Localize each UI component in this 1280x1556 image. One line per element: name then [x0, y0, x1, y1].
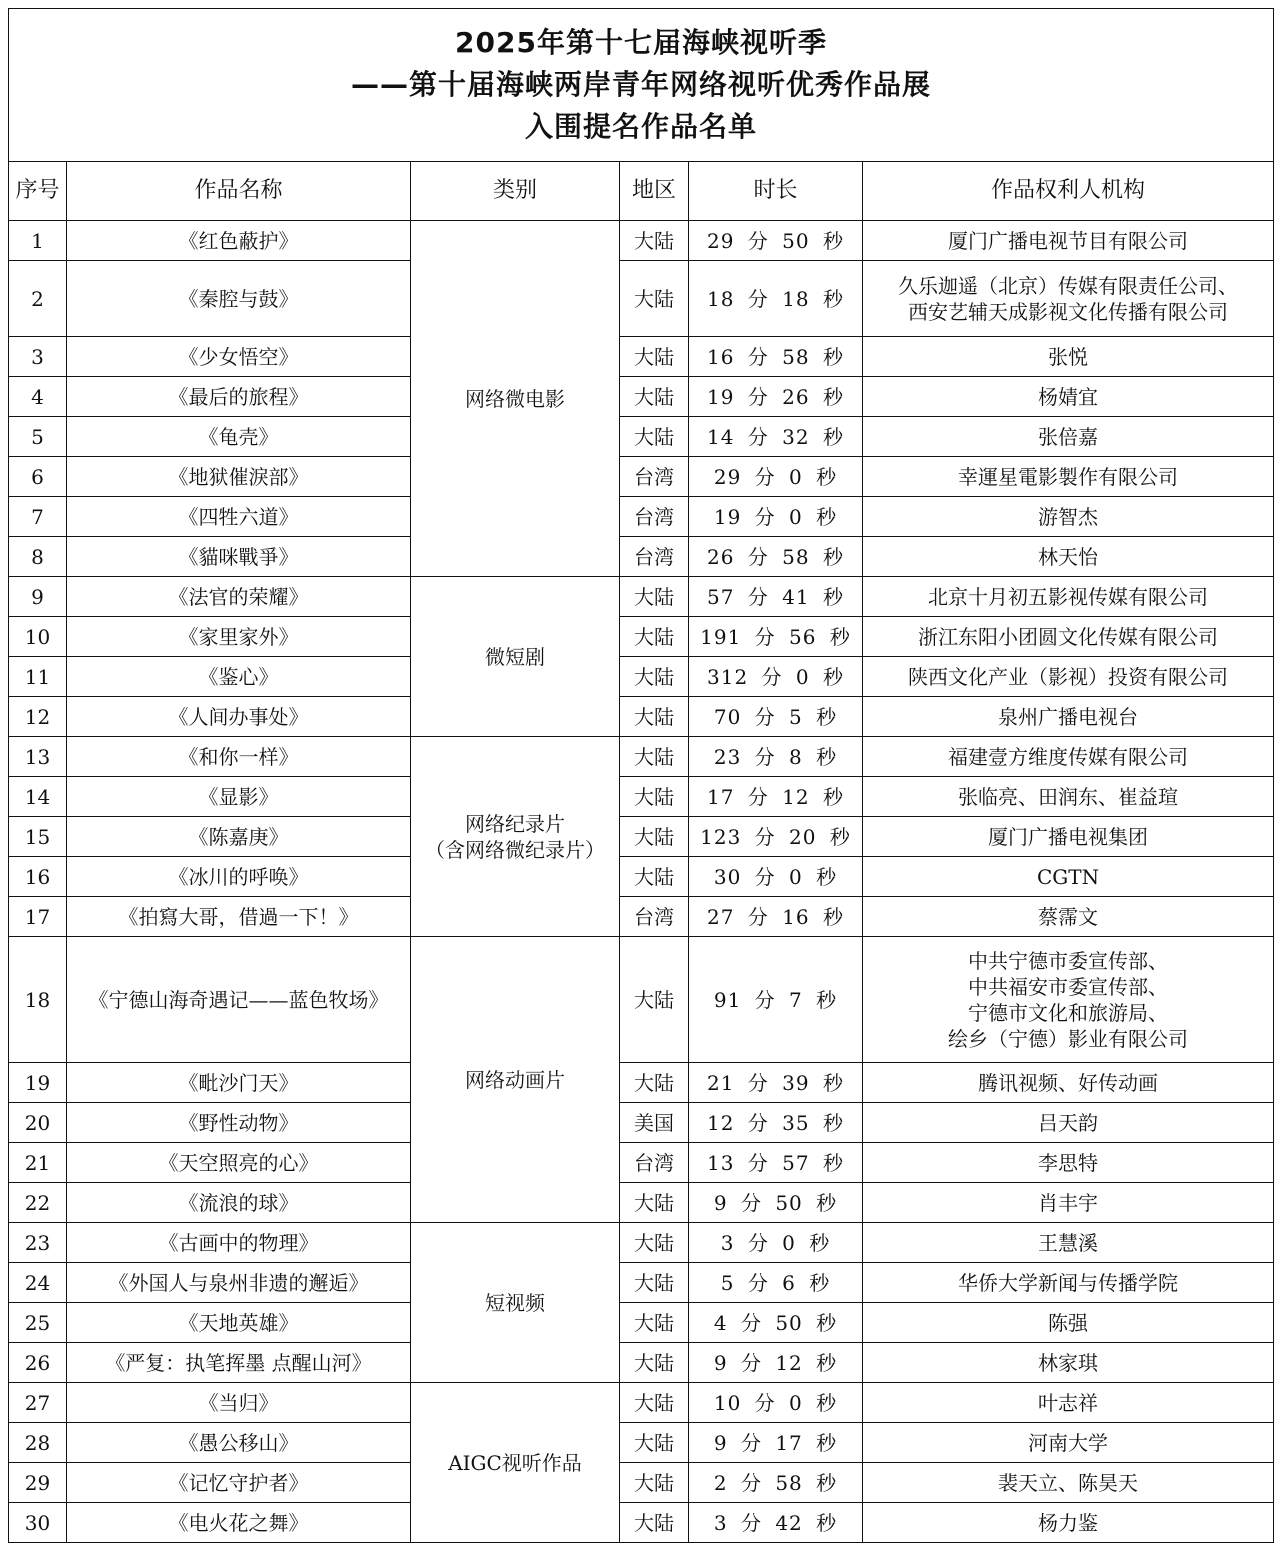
rights-holder: [863, 937, 1274, 1063]
rights-holder-line: 肖丰宇: [1038, 1190, 1099, 1215]
work-title: 《外国人与泉州非遗的邂逅》: [67, 1263, 411, 1303]
work-title: 《毗沙门天》: [67, 1063, 411, 1103]
duration: 9 分 17 秒: [689, 1423, 863, 1463]
region: 台湾: [620, 1143, 689, 1183]
region: 大陆: [620, 261, 689, 337]
rights-holder-line: 游智杰: [1038, 504, 1099, 529]
duration: 21 分 39 秒: [689, 1063, 863, 1103]
work-title: 《天空照亮的心》: [67, 1143, 411, 1183]
region: 大陆: [620, 1303, 689, 1343]
rights-holder-line: 杨力鉴: [1038, 1510, 1099, 1535]
rights-holder-line: 幸運星電影製作有限公司: [958, 464, 1179, 489]
duration: 312 分 0 秒: [689, 657, 863, 697]
category-cell: [411, 1223, 620, 1383]
row-number: 20: [9, 1103, 67, 1143]
table-row: [9, 1143, 1274, 1183]
rights-holder-line: 浙江东阳小团圆文化传媒有限公司: [918, 624, 1219, 649]
work-title: 《记忆守护者》: [67, 1463, 411, 1503]
work-title: 《最后的旅程》: [67, 377, 411, 417]
col-header-title: 作品名称: [67, 162, 411, 221]
region: 台湾: [620, 497, 689, 537]
row-number: 4: [9, 377, 67, 417]
rights-holder-line: 中共福安市委宣传部、: [968, 974, 1169, 999]
rights-holder-line: 厦门广播电视节目有限公司: [948, 228, 1189, 253]
work-title: 《野性动物》: [67, 1103, 411, 1143]
duration: 29 分 0 秒: [689, 457, 863, 497]
table-row: [9, 617, 1274, 657]
row-number: 1: [9, 221, 67, 261]
rights-holder: [863, 577, 1274, 617]
table-row: [9, 1223, 1274, 1263]
table-row: [9, 1423, 1274, 1463]
rights-holder: [863, 737, 1274, 777]
region: 大陆: [620, 817, 689, 857]
rights-holder-line: 裴天立、陈昊天: [998, 1470, 1139, 1495]
rights-holder-line: 王慧溪: [1038, 1230, 1099, 1255]
work-title: 《龟壳》: [67, 417, 411, 457]
work-title: 《陈嘉庚》: [67, 817, 411, 857]
duration: 9 分 12 秒: [689, 1343, 863, 1383]
row-number: 28: [9, 1423, 67, 1463]
duration: 91 分 7 秒: [689, 937, 863, 1063]
duration: 57 分 41 秒: [689, 577, 863, 617]
rights-holder-line: 陈强: [1048, 1310, 1089, 1335]
table-row: [9, 697, 1274, 737]
row-number: 21: [9, 1143, 67, 1183]
rights-holder: [863, 817, 1274, 857]
region: 大陆: [620, 337, 689, 377]
duration: 19 分 26 秒: [689, 377, 863, 417]
rights-holder: [863, 1423, 1274, 1463]
row-number: 9: [9, 577, 67, 617]
rights-holder-line: 张倍嘉: [1038, 424, 1099, 449]
row-number: 2: [9, 261, 67, 337]
work-title: 《当归》: [67, 1383, 411, 1423]
row-number: 25: [9, 1303, 67, 1343]
duration: 14 分 32 秒: [689, 417, 863, 457]
rights-holder: [863, 457, 1274, 497]
work-title: 《秦腔与鼓》: [67, 261, 411, 337]
col-header-duration: 时长: [689, 162, 863, 221]
nomination-table: [8, 8, 1274, 1543]
region: 台湾: [620, 897, 689, 937]
region: 大陆: [620, 737, 689, 777]
work-title: 《鉴心》: [67, 657, 411, 697]
region: 美国: [620, 1103, 689, 1143]
region: 大陆: [620, 1343, 689, 1383]
work-title: 《地狱催淚部》: [67, 457, 411, 497]
row-number: 8: [9, 537, 67, 577]
rights-holder-line: 腾讯视频、好传动画: [978, 1070, 1159, 1095]
duration: 3 分 0 秒: [689, 1223, 863, 1263]
rights-holder: [863, 1183, 1274, 1223]
row-number: 19: [9, 1063, 67, 1103]
rights-holder-line: 张临亮、田润东、崔益瑄: [958, 784, 1179, 809]
rights-holder-line: 蔡霈文: [1038, 904, 1099, 929]
rights-holder: [863, 1223, 1274, 1263]
rights-holder-line: 张悦: [1048, 344, 1089, 369]
document-title: [9, 9, 1274, 162]
work-title: 《四牲六道》: [67, 497, 411, 537]
row-number: 27: [9, 1383, 67, 1423]
duration: 12 分 35 秒: [689, 1103, 863, 1143]
rights-holder: [863, 1503, 1274, 1543]
work-title: 《红色蔽护》: [67, 221, 411, 261]
duration: 13 分 57 秒: [689, 1143, 863, 1183]
region: 大陆: [620, 1263, 689, 1303]
rights-holder-line: 绘乡（宁德）影业有限公司: [948, 1026, 1189, 1051]
work-title: 《显影》: [67, 777, 411, 817]
table-row: [9, 817, 1274, 857]
rights-holder: [863, 777, 1274, 817]
title-line-3: 入围提名作品名单: [525, 110, 758, 143]
table-row: [9, 337, 1274, 377]
rights-holder: [863, 1063, 1274, 1103]
region: 台湾: [620, 537, 689, 577]
category-label: 网络微电影: [465, 386, 565, 411]
work-title: 《家里家外》: [67, 617, 411, 657]
row-number: 5: [9, 417, 67, 457]
rights-holder: [863, 657, 1274, 697]
work-title: 《貓咪戰爭》: [67, 537, 411, 577]
row-number: 11: [9, 657, 67, 697]
rights-holder-line: 宁德市文化和旅游局、: [968, 1000, 1169, 1025]
rights-holder: [863, 857, 1274, 897]
rights-holder: [863, 377, 1274, 417]
row-number: 24: [9, 1263, 67, 1303]
work-title: 《法官的荣耀》: [67, 577, 411, 617]
duration: 4 分 50 秒: [689, 1303, 863, 1343]
table-row: [9, 377, 1274, 417]
region: 大陆: [620, 777, 689, 817]
table-row: [9, 777, 1274, 817]
work-title: 《少女悟空》: [67, 337, 411, 377]
category-label: 微短剧: [485, 644, 545, 669]
col-header-number: 序号: [9, 162, 67, 221]
region: 大陆: [620, 1423, 689, 1463]
rights-holder-line: 厦门广播电视集团: [988, 824, 1149, 849]
region: 大陆: [620, 377, 689, 417]
row-number: 17: [9, 897, 67, 937]
row-number: 22: [9, 1183, 67, 1223]
region: 大陆: [620, 1463, 689, 1503]
row-number: 3: [9, 337, 67, 377]
rights-holder-line: CGTN: [1036, 864, 1100, 889]
rights-holder: [863, 537, 1274, 577]
work-title: 《宁德山海奇遇记——蓝色牧场》: [67, 937, 411, 1063]
table-row: [9, 937, 1274, 1063]
row-number: 30: [9, 1503, 67, 1543]
col-header-category: 类别: [411, 162, 620, 221]
work-title: 《流浪的球》: [67, 1183, 411, 1223]
table-row: [9, 497, 1274, 537]
rights-holder: [863, 1103, 1274, 1143]
rights-holder-line: 中共宁德市委宣传部、: [968, 948, 1169, 973]
duration: 3 分 42 秒: [689, 1503, 863, 1543]
table-row: [9, 417, 1274, 457]
work-title: 《愚公移山》: [67, 1423, 411, 1463]
work-title: 《天地英雄》: [67, 1303, 411, 1343]
duration: 30 分 0 秒: [689, 857, 863, 897]
rights-holder: [863, 697, 1274, 737]
region: 大陆: [620, 1183, 689, 1223]
table-row: [9, 537, 1274, 577]
category-cell: [411, 937, 620, 1223]
table-row: [9, 657, 1274, 697]
work-title: 《拍寫大哥，借過一下！》: [67, 897, 411, 937]
rights-holder-line: 泉州广播电视台: [998, 704, 1139, 729]
rights-holder-line: 林家琪: [1038, 1350, 1099, 1375]
rights-holder: [863, 897, 1274, 937]
rights-holder: [863, 1463, 1274, 1503]
duration: 26 分 58 秒: [689, 537, 863, 577]
work-title: 《严复：执笔挥墨 点醒山河》: [67, 1343, 411, 1383]
row-number: 26: [9, 1343, 67, 1383]
duration: 17 分 12 秒: [689, 777, 863, 817]
nomination-document: [8, 8, 1273, 1543]
rights-holder: [863, 261, 1274, 337]
rights-holder-line: 福建壹方维度传媒有限公司: [948, 744, 1189, 769]
rights-holder-line: 河南大学: [1028, 1430, 1109, 1455]
category-sublabel: （含网络微纪录片）: [425, 837, 605, 862]
rights-holder-line: 华侨大学新闻与传播学院: [958, 1270, 1179, 1295]
work-title: 《人间办事处》: [67, 697, 411, 737]
region: 大陆: [620, 1503, 689, 1543]
row-number: 12: [9, 697, 67, 737]
work-title: 《和你一样》: [67, 737, 411, 777]
duration: 123 分 20 秒: [689, 817, 863, 857]
table-row: [9, 457, 1274, 497]
title-line-1: 2025年第十七届海峡视听季: [455, 26, 827, 59]
row-number: 6: [9, 457, 67, 497]
duration: 27 分 16 秒: [689, 897, 863, 937]
title-line-2: ——第十届海峡两岸青年网络视听优秀作品展: [351, 68, 932, 101]
duration: 10 分 0 秒: [689, 1383, 863, 1423]
duration: 191 分 56 秒: [689, 617, 863, 657]
row-number: 10: [9, 617, 67, 657]
rights-holder-line: 西安艺辅天成影视文化传播有限公司: [908, 299, 1229, 324]
duration: 29 分 50 秒: [689, 221, 863, 261]
work-title: 《古画中的物理》: [67, 1223, 411, 1263]
table-row: [9, 1103, 1274, 1143]
rights-holder: [863, 1263, 1274, 1303]
table-row: [9, 1343, 1274, 1383]
work-title: 《冰川的呼唤》: [67, 857, 411, 897]
rights-holder: [863, 1343, 1274, 1383]
rights-holder-line: 杨婧宜: [1038, 384, 1099, 409]
region: 大陆: [620, 937, 689, 1063]
region: 大陆: [620, 221, 689, 261]
table-row: [9, 1383, 1274, 1423]
category-cell: [411, 577, 620, 737]
row-number: 14: [9, 777, 67, 817]
row-number: 15: [9, 817, 67, 857]
rights-holder: [863, 1383, 1274, 1423]
row-number: 13: [9, 737, 67, 777]
rights-holder: [863, 1143, 1274, 1183]
rights-holder-line: 叶志祥: [1038, 1390, 1099, 1415]
duration: 5 分 6 秒: [689, 1263, 863, 1303]
duration: 2 分 58 秒: [689, 1463, 863, 1503]
region: 大陆: [620, 1223, 689, 1263]
row-number: 29: [9, 1463, 67, 1503]
table-row: [9, 1463, 1274, 1503]
header-row: [9, 162, 1274, 221]
rights-holder: [863, 497, 1274, 537]
duration: 16 分 58 秒: [689, 337, 863, 377]
region: 大陆: [620, 577, 689, 617]
table-row: [9, 737, 1274, 777]
row-number: 18: [9, 937, 67, 1063]
table-row: [9, 1303, 1274, 1343]
region: 大陆: [620, 657, 689, 697]
table-row: [9, 1503, 1274, 1543]
table-row: [9, 1063, 1274, 1103]
col-header-owner: 作品权利人机构: [863, 162, 1274, 221]
region: 大陆: [620, 417, 689, 457]
region: 大陆: [620, 697, 689, 737]
rights-holder-line: 陕西文化产业（影视）投资有限公司: [908, 664, 1229, 689]
rights-holder: [863, 617, 1274, 657]
table-row: [9, 1183, 1274, 1223]
table-row: [9, 1263, 1274, 1303]
region: 大陆: [620, 1383, 689, 1423]
duration: 70 分 5 秒: [689, 697, 863, 737]
rights-holder: [863, 1303, 1274, 1343]
row-number: 7: [9, 497, 67, 537]
rights-holder-line: 林天怡: [1038, 544, 1099, 569]
region: 大陆: [620, 617, 689, 657]
col-header-region: 地区: [620, 162, 689, 221]
region: 大陆: [620, 1063, 689, 1103]
duration: 18 分 18 秒: [689, 261, 863, 337]
category-label: 网络动画片: [465, 1067, 565, 1092]
region: 大陆: [620, 857, 689, 897]
rights-holder-line: 李思特: [1038, 1150, 1099, 1175]
category-cell: [411, 737, 620, 937]
table-row: [9, 577, 1274, 617]
work-title: 《电火花之舞》: [67, 1503, 411, 1543]
table-row: [9, 221, 1274, 261]
rights-holder: [863, 337, 1274, 377]
duration: 9 分 50 秒: [689, 1183, 863, 1223]
table-row: [9, 897, 1274, 937]
rights-holder-line: 吕天韵: [1038, 1110, 1099, 1135]
duration: 23 分 8 秒: [689, 737, 863, 777]
row-number: 16: [9, 857, 67, 897]
rights-holder: [863, 417, 1274, 457]
rights-holder-line: 北京十月初五影视传媒有限公司: [928, 584, 1209, 609]
rights-holder-line: 久乐迦遥（北京）传媒有限责任公司、: [898, 273, 1239, 298]
table-row: [9, 261, 1274, 337]
row-number: 23: [9, 1223, 67, 1263]
table-row: [9, 857, 1274, 897]
duration: 19 分 0 秒: [689, 497, 863, 537]
region: 台湾: [620, 457, 689, 497]
category-cell: [411, 221, 620, 577]
category-cell: [411, 1383, 620, 1543]
category-label: 网络纪录片: [465, 811, 565, 836]
category-label: AIGC视听作品: [448, 1450, 582, 1475]
rights-holder: [863, 221, 1274, 261]
category-label: 短视频: [485, 1290, 545, 1315]
